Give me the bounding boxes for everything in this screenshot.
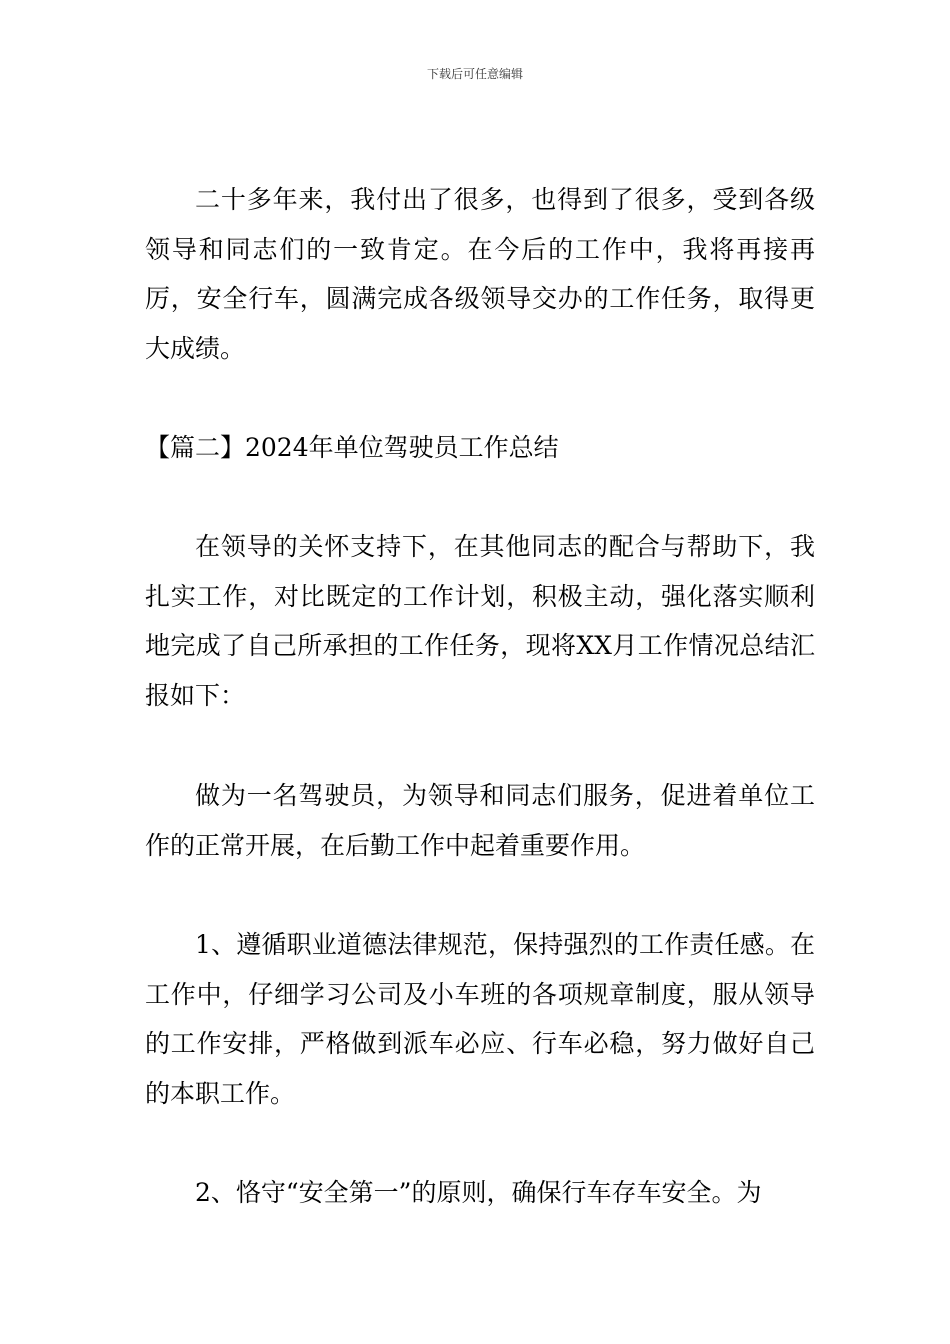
paragraph-intro bbox=[145, 522, 815, 720]
paragraph-item-2 bbox=[145, 1168, 815, 1218]
list-item: 1、遵循职业道德法律规范，保持强烈的工作责任感。在工作中，仔细学习公司及小车班的各项规章制度，服从领导的工作安排，严格做到派车必应、行车必稳，努力做好自己的本职工作。 bbox=[145, 930, 815, 1108]
list-item: 2、恪守“安全第一”的原则，确保行车存车安全。为 bbox=[195, 1178, 762, 1207]
section-heading-block bbox=[145, 423, 815, 473]
section-heading: 【篇二】2024年单位驾驶员工作总结 bbox=[145, 433, 559, 462]
paragraph: 做为一名驾驶员，为领导和同志们服务，促进着单位工作的正常开展，在后勤工作中起着重要作用。 bbox=[145, 781, 815, 860]
header-note: 下载后可任意编辑 bbox=[426, 67, 523, 81]
paragraph-closing bbox=[145, 175, 815, 373]
paragraph: 二十多年来，我付出了很多，也得到了很多，受到各级领导和同志们的一致肯定。在今后的工作中，我将再接再厉，安全行车，圆满完成各级领导交办的工作任务，取得更大成绩。 bbox=[145, 185, 815, 363]
paragraph: 在领导的关怀支持下，在其他同志的配合与帮助下，我扎实工作，对比既定的工作计划，积极主动，强化落实顺利地完成了自己所承担的工作任务，现将XX月工作情况总结汇报如下： bbox=[145, 532, 815, 710]
paragraph-role bbox=[145, 771, 815, 870]
paragraph-item-1 bbox=[145, 920, 815, 1118]
